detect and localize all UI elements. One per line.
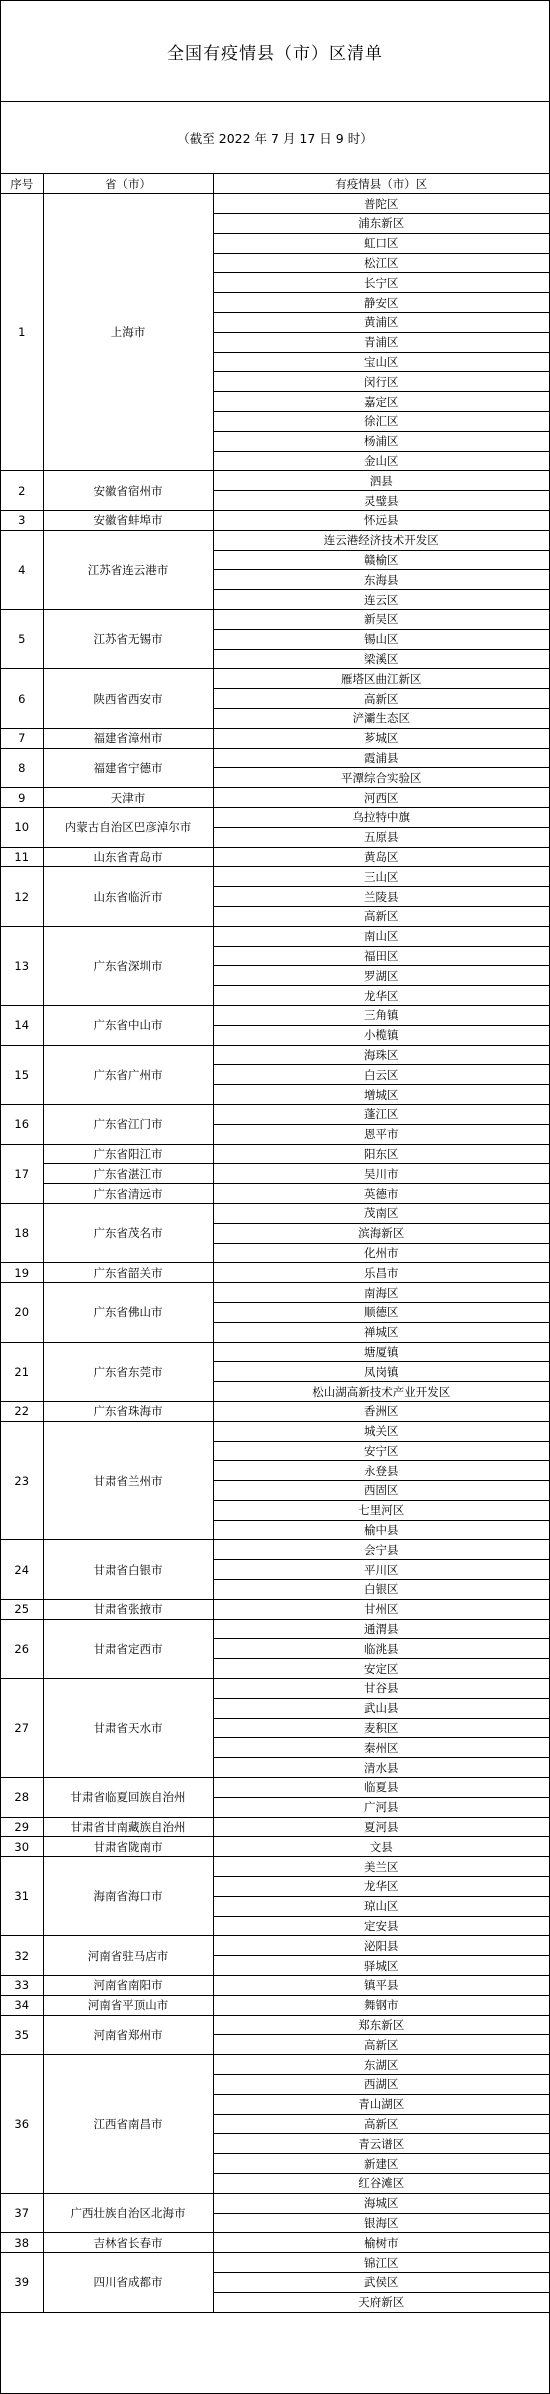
province-city-cell: 四川省成都市 xyxy=(43,2253,213,2312)
county-cell: 连云港经济技术开发区 xyxy=(213,530,549,550)
table-row xyxy=(1,1104,549,1124)
row-number-cell: 38 xyxy=(1,2233,43,2253)
county-cell: 乐昌市 xyxy=(213,1263,549,1283)
row-number-cell: 17 xyxy=(1,1144,43,1203)
row-number-cell: 33 xyxy=(1,1976,43,1996)
province-city-cell: 广西壮族自治区北海市 xyxy=(43,2193,213,2233)
county-cell: 芗城区 xyxy=(213,728,549,748)
province-city-cell: 山东省临沂市 xyxy=(43,867,213,926)
province-city-cell: 广东省东莞市 xyxy=(43,1342,213,1401)
row-number-cell: 9 xyxy=(1,788,43,808)
county-cell: 霞浦县 xyxy=(213,748,549,768)
province-city-cell: 安徽省宿州市 xyxy=(43,471,213,511)
province-city-cell: 海南省海口市 xyxy=(43,1857,213,1936)
county-cell: 榆中县 xyxy=(213,1520,549,1540)
county-table xyxy=(1,174,549,2313)
county-cell: 茂南区 xyxy=(213,1203,549,1223)
county-cell: 闵行区 xyxy=(213,372,549,392)
province-city-cell: 广东省中山市 xyxy=(43,1005,213,1045)
county-cell: 天府新区 xyxy=(213,2292,549,2312)
county-cell: 化州市 xyxy=(213,1243,549,1263)
header-counties: 有疫情县（市）区 xyxy=(213,174,549,194)
county-cell: 青云谱区 xyxy=(213,2134,549,2154)
row-number-cell: 30 xyxy=(1,1837,43,1857)
county-cell: 嘉定区 xyxy=(213,392,549,412)
county-cell: 福田区 xyxy=(213,946,549,966)
province-city-cell: 广东省广州市 xyxy=(43,1045,213,1104)
county-cell: 琼山区 xyxy=(213,1896,549,1916)
county-cell: 静安区 xyxy=(213,293,549,313)
row-number-cell: 15 xyxy=(1,1045,43,1104)
row-number-cell: 35 xyxy=(1,2015,43,2055)
province-city-cell: 广东省江门市 xyxy=(43,1104,213,1144)
row-number-cell: 12 xyxy=(1,867,43,926)
table-row xyxy=(1,1679,549,1699)
county-cell: 锡山区 xyxy=(213,629,549,649)
table-row xyxy=(1,926,549,946)
county-table-body xyxy=(1,174,549,2312)
province-city-cell: 广东省珠海市 xyxy=(43,1401,213,1421)
county-cell: 文县 xyxy=(213,1837,549,1857)
county-cell: 宝山区 xyxy=(213,352,549,372)
table-row xyxy=(1,610,549,630)
row-number-cell: 26 xyxy=(1,1619,43,1678)
county-cell: 武山县 xyxy=(213,1698,549,1718)
county-cell: 东湖区 xyxy=(213,2055,549,2075)
province-city-cell: 广东省茂名市 xyxy=(43,1203,213,1262)
row-number-cell: 11 xyxy=(1,847,43,867)
province-city-cell: 江西省南昌市 xyxy=(43,2055,213,2194)
county-cell: 顺德区 xyxy=(213,1302,549,1322)
county-cell: 高新区 xyxy=(213,906,549,926)
county-cell: 杨浦区 xyxy=(213,431,549,451)
table-row xyxy=(1,511,549,531)
table-row xyxy=(1,1817,549,1837)
province-city-cell: 甘肃省张掖市 xyxy=(43,1599,213,1619)
table-row xyxy=(1,1619,549,1639)
province-city-cell: 上海市 xyxy=(43,194,213,471)
province-city-cell: 广东省韶关市 xyxy=(43,1263,213,1283)
header-province: 省（市） xyxy=(43,174,213,194)
header-no: 序号 xyxy=(1,174,43,194)
table-row xyxy=(1,1778,549,1798)
county-cell: 乌拉特中旗 xyxy=(213,808,549,828)
county-cell: 青山湖区 xyxy=(213,2094,549,2114)
county-cell: 松江区 xyxy=(213,253,549,273)
table-row xyxy=(1,728,549,748)
province-city-cell: 吉林省长春市 xyxy=(43,2233,213,2253)
province-city-cell: 江苏省无锡市 xyxy=(43,610,213,669)
province-city-cell: 江苏省连云港市 xyxy=(43,530,213,609)
province-city-cell: 甘肃省陇南市 xyxy=(43,1837,213,1857)
table-row xyxy=(1,1144,549,1164)
province-city-cell: 天津市 xyxy=(43,788,213,808)
row-number-cell: 19 xyxy=(1,1263,43,1283)
row-number-cell: 18 xyxy=(1,1203,43,1262)
county-cell: 安宁区 xyxy=(213,1441,549,1461)
province-city-cell: 甘肃省白银市 xyxy=(43,1540,213,1599)
county-cell: 香洲区 xyxy=(213,1401,549,1421)
table-row xyxy=(1,1995,549,2015)
county-cell: 海珠区 xyxy=(213,1045,549,1065)
row-number-cell: 5 xyxy=(1,610,43,669)
county-cell: 罗湖区 xyxy=(213,966,549,986)
row-number-cell: 36 xyxy=(1,2055,43,2194)
county-cell: 驿城区 xyxy=(213,1956,549,1976)
row-number-cell: 23 xyxy=(1,1421,43,1540)
county-cell: 小榄镇 xyxy=(213,1025,549,1045)
row-number-cell: 37 xyxy=(1,2193,43,2233)
county-cell: 连云区 xyxy=(213,590,549,610)
province-city-cell: 陕西省西安市 xyxy=(43,669,213,728)
row-number-cell: 20 xyxy=(1,1283,43,1342)
row-number-cell: 32 xyxy=(1,1936,43,1976)
table-row xyxy=(1,1599,549,1619)
table-row xyxy=(1,1857,549,1877)
row-number-cell: 8 xyxy=(1,748,43,788)
county-cell: 舞钢市 xyxy=(213,1995,549,2015)
table-row xyxy=(1,1164,549,1184)
table-row xyxy=(1,1540,549,1560)
county-cell: 蓬江区 xyxy=(213,1104,549,1124)
county-cell: 白云区 xyxy=(213,1065,549,1085)
county-cell: 武侯区 xyxy=(213,2272,549,2292)
table-row xyxy=(1,2193,549,2213)
county-cell: 虹口区 xyxy=(213,233,549,253)
county-cell: 恩平市 xyxy=(213,1124,549,1144)
province-city-cell: 甘肃省天水市 xyxy=(43,1679,213,1778)
province-city-cell: 广东省佛山市 xyxy=(43,1283,213,1342)
province-city-cell: 福建省宁德市 xyxy=(43,748,213,788)
county-cell: 南海区 xyxy=(213,1283,549,1303)
table-row xyxy=(1,1203,549,1223)
county-cell: 青浦区 xyxy=(213,332,549,352)
province-city-cell: 广东省阳江市 xyxy=(43,1144,213,1164)
county-cell: 高新区 xyxy=(213,2035,549,2055)
table-row xyxy=(1,788,549,808)
row-number-cell: 25 xyxy=(1,1599,43,1619)
province-city-cell: 河南省平顶山市 xyxy=(43,1995,213,2015)
county-cell: 临夏县 xyxy=(213,1778,549,1798)
county-cell: 禅城区 xyxy=(213,1322,549,1342)
row-number-cell: 27 xyxy=(1,1679,43,1778)
province-city-cell: 内蒙古自治区巴彦淖尔市 xyxy=(43,808,213,848)
province-city-cell: 福建省漳州市 xyxy=(43,728,213,748)
province-city-cell: 山东省青岛市 xyxy=(43,847,213,867)
county-cell: 麦积区 xyxy=(213,1718,549,1738)
county-cell: 临洮县 xyxy=(213,1639,549,1659)
county-cell: 新建区 xyxy=(213,2154,549,2174)
table-row xyxy=(1,748,549,768)
province-city-cell: 河南省南阳市 xyxy=(43,1976,213,1996)
county-cell: 吴川市 xyxy=(213,1164,549,1184)
county-cell: 普陀区 xyxy=(213,194,549,214)
table-row xyxy=(1,2015,549,2035)
table-row xyxy=(1,1837,549,1857)
county-cell: 河西区 xyxy=(213,788,549,808)
county-cell: 浦东新区 xyxy=(213,214,549,234)
county-cell: 龙华区 xyxy=(213,986,549,1006)
province-city-cell: 甘肃省甘南藏族自治州 xyxy=(43,1817,213,1837)
province-city-cell: 甘肃省定西市 xyxy=(43,1619,213,1678)
row-number-cell: 4 xyxy=(1,530,43,609)
row-number-cell: 21 xyxy=(1,1342,43,1401)
county-cell: 松山湖高新技术产业开发区 xyxy=(213,1382,549,1402)
table-row xyxy=(1,1401,549,1421)
table-row xyxy=(1,1936,549,1956)
row-number-cell: 13 xyxy=(1,926,43,1005)
county-cell: 秦州区 xyxy=(213,1738,549,1758)
row-number-cell: 1 xyxy=(1,194,43,471)
county-cell: 高新区 xyxy=(213,2114,549,2134)
county-cell: 英德市 xyxy=(213,1184,549,1204)
date-subtitle: （截至 2022 年 7 月 17 日 9 时） xyxy=(1,102,549,174)
table-row xyxy=(1,1184,549,1204)
county-cell: 海城区 xyxy=(213,2193,549,2213)
county-cell: 红谷滩区 xyxy=(213,2173,549,2193)
county-cell: 锦江区 xyxy=(213,2253,549,2273)
province-city-cell: 甘肃省临夏回族自治州 xyxy=(43,1778,213,1818)
county-cell: 金山区 xyxy=(213,451,549,471)
county-cell: 平川区 xyxy=(213,1560,549,1580)
province-city-cell: 广东省湛江市 xyxy=(43,1164,213,1184)
county-cell: 城关区 xyxy=(213,1421,549,1441)
table-row xyxy=(1,2233,549,2253)
county-cell: 龙华区 xyxy=(213,1877,549,1897)
province-city-cell: 甘肃省兰州市 xyxy=(43,1421,213,1540)
county-cell: 黄岛区 xyxy=(213,847,549,867)
table-row xyxy=(1,2055,549,2075)
county-cell: 安定区 xyxy=(213,1659,549,1679)
county-cell: 永登县 xyxy=(213,1461,549,1481)
row-number-cell: 22 xyxy=(1,1401,43,1421)
table-row xyxy=(1,1976,549,1996)
county-cell: 泗县 xyxy=(213,471,549,491)
table-row xyxy=(1,530,549,550)
row-number-cell: 29 xyxy=(1,1817,43,1837)
row-number-cell: 14 xyxy=(1,1005,43,1045)
county-cell: 高新区 xyxy=(213,689,549,709)
county-cell: 白银区 xyxy=(213,1580,549,1600)
county-cell: 雁塔区曲江新区 xyxy=(213,669,549,689)
county-cell: 东海县 xyxy=(213,570,549,590)
row-number-cell: 31 xyxy=(1,1857,43,1936)
table-row xyxy=(1,1421,549,1441)
county-cell: 长宁区 xyxy=(213,273,549,293)
county-cell: 赣榆区 xyxy=(213,550,549,570)
table-row xyxy=(1,847,549,867)
row-number-cell: 2 xyxy=(1,471,43,511)
county-cell: 黄浦区 xyxy=(213,313,549,333)
county-cell: 三角镇 xyxy=(213,1005,549,1025)
table-row xyxy=(1,2253,549,2273)
page-title: 全国有疫情县（市）区清单 xyxy=(1,1,549,102)
county-cell: 新吴区 xyxy=(213,610,549,630)
table-row xyxy=(1,867,549,887)
county-cell: 西湖区 xyxy=(213,2075,549,2095)
table-row xyxy=(1,1263,549,1283)
table-row xyxy=(1,808,549,828)
row-number-cell: 10 xyxy=(1,808,43,848)
row-number-cell: 24 xyxy=(1,1540,43,1599)
county-cell: 银海区 xyxy=(213,2213,549,2233)
county-cell: 凤岗镇 xyxy=(213,1362,549,1382)
county-cell: 增城区 xyxy=(213,1085,549,1105)
county-cell: 平潭综合实验区 xyxy=(213,768,549,788)
county-cell: 七里河区 xyxy=(213,1500,549,1520)
county-cell: 通渭县 xyxy=(213,1619,549,1639)
county-cell: 甘谷县 xyxy=(213,1679,549,1699)
county-cell: 镇平县 xyxy=(213,1976,549,1996)
county-cell: 怀远县 xyxy=(213,511,549,531)
row-number-cell: 3 xyxy=(1,511,43,531)
province-city-cell: 河南省郑州市 xyxy=(43,2015,213,2055)
county-cell: 郑东新区 xyxy=(213,2015,549,2035)
county-cell: 阳东区 xyxy=(213,1144,549,1164)
province-city-cell: 广东省清远市 xyxy=(43,1184,213,1204)
county-cell: 广河县 xyxy=(213,1797,549,1817)
county-cell: 美兰区 xyxy=(213,1857,549,1877)
row-number-cell: 28 xyxy=(1,1778,43,1818)
row-number-cell: 16 xyxy=(1,1104,43,1144)
county-cell: 梁溪区 xyxy=(213,649,549,669)
row-number-cell: 39 xyxy=(1,2253,43,2312)
province-city-cell: 河南省驻马店市 xyxy=(43,1936,213,1976)
county-cell: 兰陵县 xyxy=(213,887,549,907)
county-cell: 清水县 xyxy=(213,1758,549,1778)
county-cell: 南山区 xyxy=(213,926,549,946)
row-number-cell: 7 xyxy=(1,728,43,748)
table-row xyxy=(1,1005,549,1025)
county-cell: 三山区 xyxy=(213,867,549,887)
province-city-cell: 广东省深圳市 xyxy=(43,926,213,1005)
table-row xyxy=(1,471,549,491)
table-row xyxy=(1,1283,549,1303)
county-cell: 会宁县 xyxy=(213,1540,549,1560)
province-city-cell: 安徽省蚌埠市 xyxy=(43,511,213,531)
county-cell: 西固区 xyxy=(213,1481,549,1501)
county-cell: 榆树市 xyxy=(213,2233,549,2253)
table-row xyxy=(1,1045,549,1065)
table-row xyxy=(1,1342,549,1362)
county-cell: 泌阳县 xyxy=(213,1936,549,1956)
county-cell: 甘州区 xyxy=(213,1599,549,1619)
county-cell: 滨海新区 xyxy=(213,1223,549,1243)
county-cell: 塘厦镇 xyxy=(213,1342,549,1362)
county-cell: 夏河县 xyxy=(213,1817,549,1837)
county-cell: 灵璧县 xyxy=(213,491,549,511)
row-number-cell: 6 xyxy=(1,669,43,728)
county-cell: 浐灞生态区 xyxy=(213,709,549,729)
table-row xyxy=(1,194,549,214)
table-row xyxy=(1,669,549,689)
county-cell: 定安县 xyxy=(213,1916,549,1936)
table-header-row xyxy=(1,174,549,194)
county-cell: 徐汇区 xyxy=(213,412,549,432)
row-number-cell: 34 xyxy=(1,1995,43,2015)
county-cell: 五原县 xyxy=(213,827,549,847)
